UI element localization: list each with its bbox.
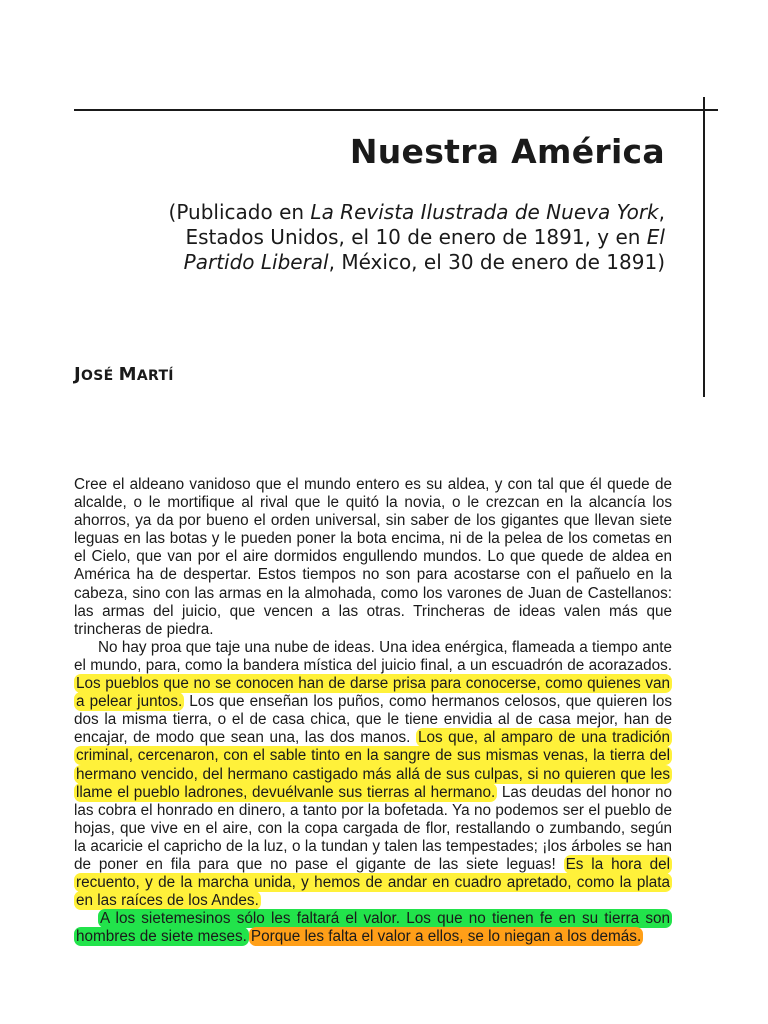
author-name bbox=[74, 364, 174, 385]
author-first-initial: J bbox=[74, 364, 81, 385]
author-last-rest: ARTÍ bbox=[136, 368, 174, 384]
author-last-initial: M bbox=[118, 364, 137, 385]
subtitle-mid-1: , Estados Unidos, el 10 de enero de 1891, y en bbox=[185, 200, 665, 249]
highlight-orange-1: Porque les falta el valor a ellos, se lo niegan a los demás. bbox=[250, 928, 642, 946]
essay-body bbox=[74, 476, 672, 946]
subtitle-mid-2: , México, el 30 de enero de 1891) bbox=[328, 250, 665, 274]
paragraph-2 bbox=[74, 639, 672, 910]
p2-text-1: No hay proa que taje una nube de ideas. Una idea enérgica, flameada a tiempo ante el mundo, para, como la bandera mística del juicio final, a un escuadrón de acorazados. bbox=[74, 638, 672, 674]
top-rule bbox=[74, 109, 718, 111]
highlight-yellow-2: Los que, al amparo de una tradición criminal, cercenaron, con el sable tinto en la sangre de sus mismas venas, la tierra del hermano vencido, del hermano castigado más allá de sus culpas, si no quieren que les llame el pueblo ladrones, devuélvanle sus tierras al hermano. bbox=[76, 729, 670, 801]
subtitle-open: (Publicado en bbox=[168, 200, 311, 224]
page-title: Nuestra América bbox=[349, 132, 665, 171]
journal-name-2: El Partido Liberal bbox=[183, 225, 665, 274]
highlight-green-1: A los sietemesinos sólo les faltará el valor. Los que no tienen fe en su tierra son hombres de siete meses. bbox=[76, 910, 670, 946]
paragraph-1: Cree el aldeano vanidoso que el mundo entero es su aldea, y con tal que él quede de alcalde, o le mortifique al rival que le quitó la novia, o le crezcan en la alcancía los ahorros, ya da por bueno el orden universal, sin saber de los gigantes que llevan siete leguas en las botas y le pueden poner la bota encima, ni de la pelea de los cometas en el Cielo, que van por el aire dormidos engullendo mundos. Lo que quede de aldea en América ha de despertar. Estos tiempos no son para acostarse con el pañuelo en la cabeza, sino con las armas en la almohada, como los varones de Juan de Castellanos: las armas del juicio, que vencen a las otras. Trincheras de ideas valen más que trincheras de piedra. bbox=[74, 476, 672, 638]
author-first-rest: OSÉ bbox=[81, 368, 114, 384]
p2-text-2: Los que enseñan los puños, como hermanos celosos, que quieren los dos la misma tierra, o el de casa chica, que le tiene envidia al de casa mejor, han de encajar, de modo que sean una, las dos manos. bbox=[74, 693, 672, 747]
publication-note bbox=[165, 200, 665, 275]
highlight-yellow-3: Es la hora del recuento, y de la marcha unida, y hemos de andar en cuadro apretado, como la plata en las raíces de los Andes. bbox=[76, 855, 670, 910]
highlight-yellow-1: Los pueblos que no se conocen han de darse prisa para conocerse, como quienes van a pelear juntos. bbox=[76, 675, 670, 711]
p2-text-3: Las deudas del honor no las cobra el honrado en dinero, a tanto por la bofetada. Ya no podemos ser el pueblo de hojas, que vive en el aire, con la copa cargada de flor, restallando o zumbando, según la acaricie el capricho de la luz, o la tundan y talen las tempestades; ¡los árboles se han de poner en fila para que no pase el gigante de las siete leguas! bbox=[74, 783, 672, 873]
journal-name-1: La Revista Ilustrada de Nueva York bbox=[310, 200, 659, 224]
paragraph-3 bbox=[74, 910, 672, 946]
side-rule bbox=[703, 97, 705, 397]
